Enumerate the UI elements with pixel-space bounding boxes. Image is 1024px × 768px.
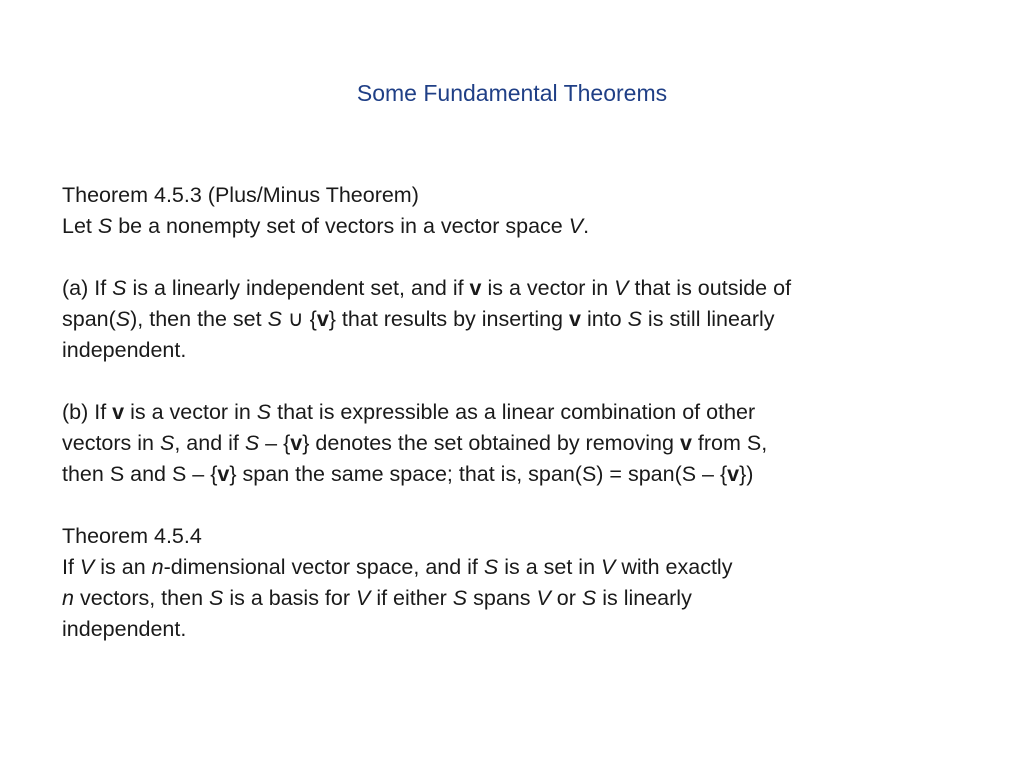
theorem-4-5-3-part-a [62,273,962,366]
symbol-S: S [627,307,642,331]
text-run: into [580,307,628,331]
part-a-line-3: independent. [62,338,187,362]
text-run: that is expressible as a linear combination of other [271,400,756,424]
symbol-S: S [452,586,468,610]
text-run: vectors in [62,431,160,455]
text-run: is an [94,555,152,579]
symbol-V: V [356,586,371,610]
symbol-S: S [112,276,127,300]
part-b-line-1 [62,397,962,428]
part-b-line-3 [62,459,962,490]
symbol-S: S [97,214,113,238]
text-run: is still linearly [641,307,775,331]
theorem-4-5-4-line-2 [62,583,962,614]
symbol-S: S [115,307,131,331]
text-run: is linearly [596,586,692,610]
text-run: } denotes the set obtained by removing [302,431,680,455]
part-a-line-1 [62,273,962,304]
text-run: that is outside of [628,276,792,300]
symbol-V: V [601,555,616,579]
text-run: (b) If [62,400,113,424]
symbol-V: V [536,586,551,610]
theorem-4-5-3-heading: Theorem 4.5.3 (Plus/Minus Theorem) [62,183,419,207]
theorem-4-5-4-heading: Theorem 4.5.4 [62,524,202,548]
theorem-4-5-4-line-1 [62,552,962,583]
symbol-S: S [159,431,175,455]
text-run: – { [259,431,291,455]
text-run: if either [370,586,453,610]
symbol-v: v [569,307,581,331]
symbol-S: S [267,307,282,331]
text-run: or [550,586,582,610]
symbol-n: n [62,586,74,610]
slide-content [62,180,962,676]
text-run: is a set in [498,555,601,579]
text-run: } span the same space; that is, span(S) = span(S – { [229,462,728,486]
theorem-4-5-3-statement [62,180,962,242]
text-run: . [583,214,590,238]
text-run: is a linearly independent set, and if [126,276,470,300]
text-run: ), then the set [130,307,268,331]
text-run: from S, [691,431,768,455]
slide-title: Some Fundamental Theorems [356,80,668,106]
symbol-n: n [151,555,164,579]
text-run: (a) If [62,276,113,300]
symbol-S: S [209,586,224,610]
text-run: spans [467,586,537,610]
text-run: }) [739,462,754,486]
text-run: } that results by inserting [328,307,569,331]
text-run: , and if [174,431,245,455]
part-b-line-2 [62,428,962,459]
symbol-S: S [581,586,597,610]
text-run: be a nonempty set of vectors in a vector space [112,214,569,238]
text-run: is a basis for [223,586,356,610]
symbol-v: v [727,462,740,486]
symbol-v: v [112,400,125,424]
symbol-v: v [679,431,692,455]
theorem-4-5-4 [62,521,962,645]
text-run: Let [62,214,98,238]
text-run: If [62,555,80,579]
symbol-S: S [483,555,499,579]
theorem-4-5-3-part-b [62,397,962,490]
text-run: is a vector in [124,400,257,424]
text-run: span( [62,307,116,331]
part-a-line-2 [62,304,962,335]
theorem-4-5-3-intro [62,211,962,242]
symbol-v: v [469,276,482,300]
text-run: is a vector in [481,276,615,300]
text-run: vectors, then [73,586,210,610]
symbol-v: v [316,307,329,331]
symbol-v: v [217,462,230,486]
text-run: ∪ { [281,307,317,331]
symbol-V: V [614,276,629,300]
symbol-S: S [256,400,272,424]
text-run: with exactly [615,555,733,579]
symbol-v: v [290,431,303,455]
text-run: then S and S – { [62,462,218,486]
symbol-V: V [79,555,95,579]
symbol-S: S [244,431,260,455]
text-run: -dimensional vector space, and if [163,555,484,579]
theorem-4-5-4-line-3: independent. [62,617,187,641]
symbol-V: V [568,214,584,238]
